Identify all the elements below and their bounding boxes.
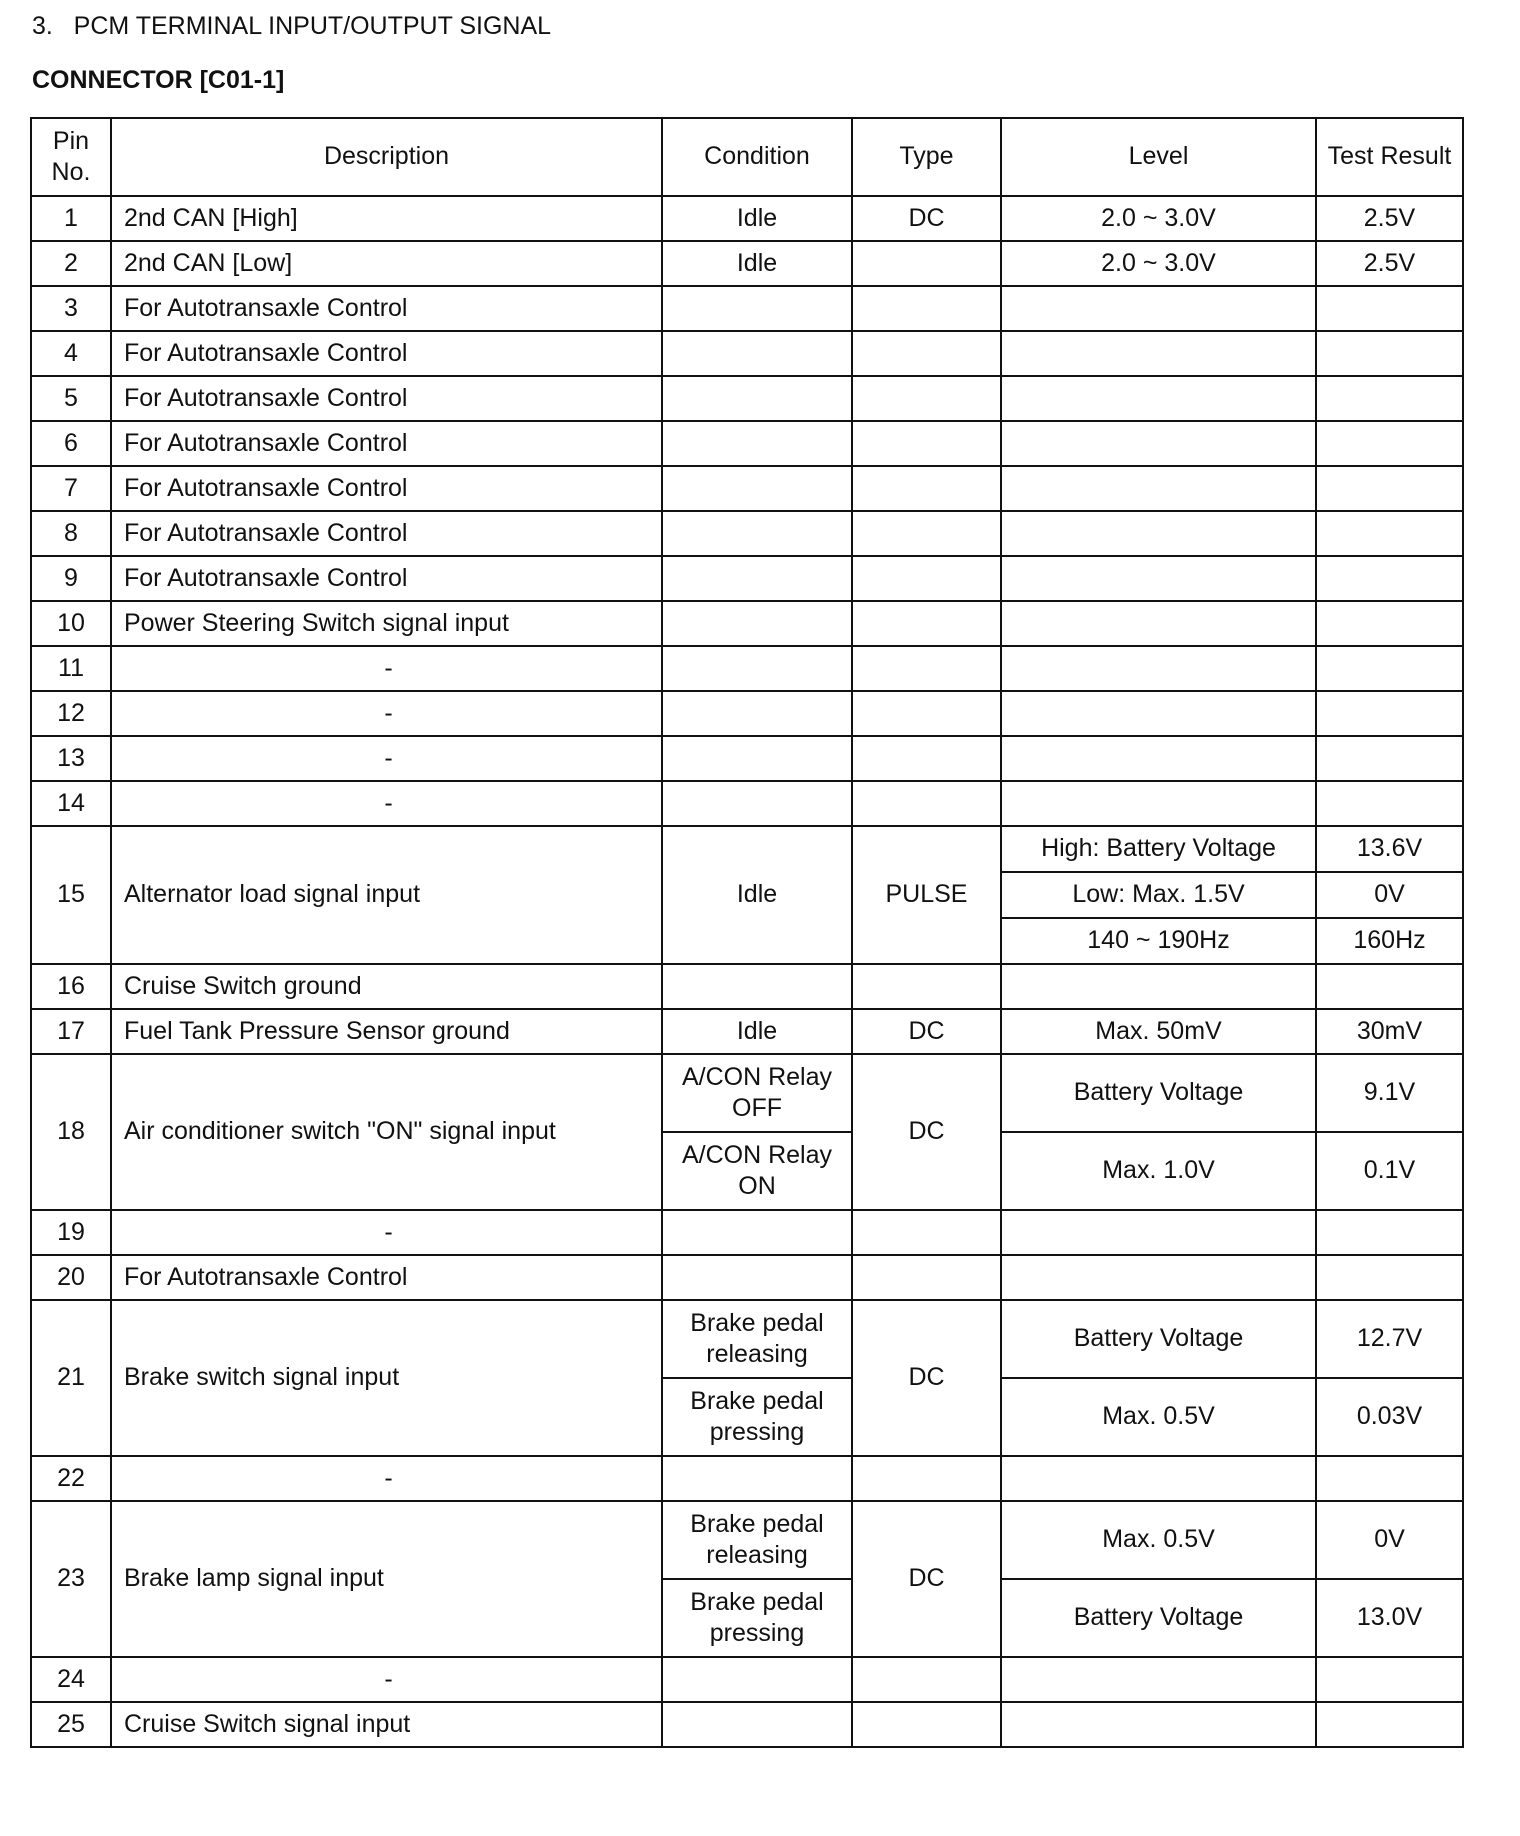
table-row xyxy=(31,421,1463,466)
pin-test-result xyxy=(1316,601,1463,646)
pin-number: 23 xyxy=(31,1501,111,1657)
pin-test-result xyxy=(1316,646,1463,691)
pin-number: 7 xyxy=(31,466,111,511)
pin-condition xyxy=(662,331,852,376)
pin-condition xyxy=(662,1657,852,1702)
pin-number: 3 xyxy=(31,286,111,331)
pin-level: Battery Voltage xyxy=(1001,1579,1316,1657)
pin-level: Max. 1.0V xyxy=(1001,1132,1316,1210)
pin-condition xyxy=(662,1210,852,1255)
pin-condition: A/CON Relay ON xyxy=(662,1132,852,1210)
header-type: Type xyxy=(852,118,1001,196)
pin-description: Brake lamp signal input xyxy=(111,1501,662,1657)
pin-condition xyxy=(662,466,852,511)
pin-description: For Autotransaxle Control xyxy=(111,511,662,556)
pin-number: 17 xyxy=(31,1009,111,1054)
pin-level: Max. 0.5V xyxy=(1001,1378,1316,1456)
pin-condition xyxy=(662,556,852,601)
section-title: 3. PCM TERMINAL INPUT/OUTPUT SIGNAL xyxy=(32,12,552,40)
pin-level: Battery Voltage xyxy=(1001,1054,1316,1132)
pin-condition xyxy=(662,964,852,1009)
pin-test-result xyxy=(1316,1456,1463,1501)
pin-description: Cruise Switch signal input xyxy=(111,1702,662,1747)
pin-type: DC xyxy=(852,1300,1001,1456)
pin-level: 140 ~ 190Hz xyxy=(1001,918,1316,964)
table-row xyxy=(31,1255,1463,1300)
pin-level xyxy=(1001,1456,1316,1501)
pin-description: Power Steering Switch signal input xyxy=(111,601,662,646)
pin-number: 19 xyxy=(31,1210,111,1255)
table-row xyxy=(31,241,1463,286)
pin-description: Air conditioner switch "ON" signal input xyxy=(111,1054,662,1210)
pin-condition xyxy=(662,286,852,331)
pin-level xyxy=(1001,964,1316,1009)
header-level: Level xyxy=(1001,118,1316,196)
pin-description: For Autotransaxle Control xyxy=(111,466,662,511)
pin-test-result xyxy=(1316,466,1463,511)
pin-description: 2nd CAN [Low] xyxy=(111,241,662,286)
pin-level xyxy=(1001,781,1316,826)
pin-type xyxy=(852,421,1001,466)
pin-level xyxy=(1001,421,1316,466)
pin-test-result: 0.1V xyxy=(1316,1132,1463,1210)
pin-description: - xyxy=(111,781,662,826)
pin-level xyxy=(1001,331,1316,376)
pin-level xyxy=(1001,646,1316,691)
pin-condition xyxy=(662,736,852,781)
pin-description: For Autotransaxle Control xyxy=(111,556,662,601)
pin-number: 5 xyxy=(31,376,111,421)
pin-type xyxy=(852,601,1001,646)
table-row xyxy=(31,646,1463,691)
header-pin: Pin No. xyxy=(31,118,111,196)
pin-condition xyxy=(662,421,852,466)
pin-number: 10 xyxy=(31,601,111,646)
pin-type xyxy=(852,556,1001,601)
pin-type xyxy=(852,466,1001,511)
pin-description: - xyxy=(111,1456,662,1501)
pin-test-result: 12.7V xyxy=(1316,1300,1463,1378)
pin-test-result: 9.1V xyxy=(1316,1054,1463,1132)
table-row xyxy=(31,511,1463,556)
pin-test-result xyxy=(1316,736,1463,781)
table-row xyxy=(31,1054,1463,1132)
pin-number: 13 xyxy=(31,736,111,781)
pin-test-result: 30mV xyxy=(1316,1009,1463,1054)
pin-level xyxy=(1001,601,1316,646)
pin-level: High: Battery Voltage xyxy=(1001,826,1316,872)
pin-number: 2 xyxy=(31,241,111,286)
pin-type xyxy=(852,964,1001,1009)
pin-type xyxy=(852,1456,1001,1501)
pin-condition xyxy=(662,646,852,691)
pin-condition: Idle xyxy=(662,241,852,286)
pin-condition xyxy=(662,601,852,646)
pin-description: For Autotransaxle Control xyxy=(111,421,662,466)
pin-number: 20 xyxy=(31,1255,111,1300)
pin-number: 8 xyxy=(31,511,111,556)
pin-test-result xyxy=(1316,1702,1463,1747)
pin-level xyxy=(1001,1255,1316,1300)
pin-level: Max. 0.5V xyxy=(1001,1501,1316,1579)
pin-level xyxy=(1001,511,1316,556)
pin-number: 14 xyxy=(31,781,111,826)
pin-type xyxy=(852,781,1001,826)
pin-test-result xyxy=(1316,1657,1463,1702)
pin-test-result xyxy=(1316,376,1463,421)
pin-type xyxy=(852,1657,1001,1702)
table-row xyxy=(31,196,1463,241)
pin-description: - xyxy=(111,1657,662,1702)
pin-level: 2.0 ~ 3.0V xyxy=(1001,241,1316,286)
pin-number: 4 xyxy=(31,331,111,376)
table-row xyxy=(31,376,1463,421)
table-row xyxy=(31,691,1463,736)
pin-type xyxy=(852,511,1001,556)
pin-description: For Autotransaxle Control xyxy=(111,1255,662,1300)
pin-test-result xyxy=(1316,691,1463,736)
pin-level: Battery Voltage xyxy=(1001,1300,1316,1378)
pin-condition: Idle xyxy=(662,1009,852,1054)
pin-condition xyxy=(662,511,852,556)
pin-condition xyxy=(662,1255,852,1300)
pin-condition: Idle xyxy=(662,196,852,241)
table-row xyxy=(31,736,1463,781)
pin-description: - xyxy=(111,1210,662,1255)
pin-test-result: 0.03V xyxy=(1316,1378,1463,1456)
pin-test-result xyxy=(1316,331,1463,376)
table-row xyxy=(31,1009,1463,1054)
connector-label: CONNECTOR [C01-1] xyxy=(32,66,285,94)
pin-type xyxy=(852,1702,1001,1747)
pin-description: Alternator load signal input xyxy=(111,826,662,964)
table-row xyxy=(31,556,1463,601)
pin-type: PULSE xyxy=(852,826,1001,964)
table-header-row xyxy=(31,118,1463,196)
pin-number: 22 xyxy=(31,1456,111,1501)
pin-condition xyxy=(662,1456,852,1501)
pin-description: For Autotransaxle Control xyxy=(111,376,662,421)
pin-test-result xyxy=(1316,1210,1463,1255)
table-row xyxy=(31,466,1463,511)
pin-condition: Brake pedal releasing xyxy=(662,1501,852,1579)
header-condition: Condition xyxy=(662,118,852,196)
pin-level xyxy=(1001,376,1316,421)
table-row xyxy=(31,1702,1463,1747)
pin-condition: Idle xyxy=(662,826,852,964)
pin-type xyxy=(852,331,1001,376)
pin-test-result xyxy=(1316,286,1463,331)
table-row xyxy=(31,781,1463,826)
table-row xyxy=(31,1210,1463,1255)
pin-type xyxy=(852,736,1001,781)
pin-test-result: 13.0V xyxy=(1316,1579,1463,1657)
pin-description: - xyxy=(111,646,662,691)
pin-level xyxy=(1001,556,1316,601)
pin-type: DC xyxy=(852,1054,1001,1210)
pin-condition: Brake pedal pressing xyxy=(662,1378,852,1456)
pcm-signal-table xyxy=(30,117,1464,1748)
pin-type: DC xyxy=(852,1009,1001,1054)
table-row xyxy=(31,1456,1463,1501)
pin-test-result xyxy=(1316,511,1463,556)
pin-condition: Brake pedal releasing xyxy=(662,1300,852,1378)
pin-type xyxy=(852,646,1001,691)
pin-test-result xyxy=(1316,781,1463,826)
pin-condition xyxy=(662,781,852,826)
pin-type: DC xyxy=(852,196,1001,241)
pin-description: - xyxy=(111,736,662,781)
pin-test-result: 13.6V xyxy=(1316,826,1463,872)
pin-test-result: 160Hz xyxy=(1316,918,1463,964)
pin-description: 2nd CAN [High] xyxy=(111,196,662,241)
table-row xyxy=(31,1657,1463,1702)
pin-description: - xyxy=(111,691,662,736)
pin-level: Low: Max. 1.5V xyxy=(1001,872,1316,918)
pin-test-result xyxy=(1316,421,1463,466)
table-row xyxy=(31,286,1463,331)
pin-number: 1 xyxy=(31,196,111,241)
pin-type: DC xyxy=(852,1501,1001,1657)
pin-condition: Brake pedal pressing xyxy=(662,1579,852,1657)
pin-condition xyxy=(662,691,852,736)
pin-level: Max. 50mV xyxy=(1001,1009,1316,1054)
pin-level xyxy=(1001,466,1316,511)
pin-type xyxy=(852,1255,1001,1300)
pin-number: 12 xyxy=(31,691,111,736)
pin-number: 11 xyxy=(31,646,111,691)
pin-number: 18 xyxy=(31,1054,111,1210)
header-description: Description xyxy=(111,118,662,196)
pin-level xyxy=(1001,691,1316,736)
table-row xyxy=(31,1300,1463,1378)
header-test-result: Test Result xyxy=(1316,118,1463,196)
pin-level xyxy=(1001,286,1316,331)
pin-number: 25 xyxy=(31,1702,111,1747)
pin-condition: A/CON Relay OFF xyxy=(662,1054,852,1132)
pin-level xyxy=(1001,1657,1316,1702)
table-row xyxy=(31,601,1463,646)
pin-description: Brake switch signal input xyxy=(111,1300,662,1456)
table-row xyxy=(31,331,1463,376)
pin-test-result xyxy=(1316,1255,1463,1300)
pin-condition xyxy=(662,376,852,421)
pin-test-result: 0V xyxy=(1316,1501,1463,1579)
pin-number: 24 xyxy=(31,1657,111,1702)
pin-number: 6 xyxy=(31,421,111,466)
pin-test-result: 2.5V xyxy=(1316,196,1463,241)
pin-test-result xyxy=(1316,964,1463,1009)
pin-test-result: 0V xyxy=(1316,872,1463,918)
pin-type xyxy=(852,376,1001,421)
pin-level xyxy=(1001,1702,1316,1747)
pin-test-result xyxy=(1316,556,1463,601)
table-row xyxy=(31,1501,1463,1579)
pin-type xyxy=(852,1210,1001,1255)
pin-number: 15 xyxy=(31,826,111,964)
pin-description: Cruise Switch ground xyxy=(111,964,662,1009)
pin-level xyxy=(1001,1210,1316,1255)
pin-description: For Autotransaxle Control xyxy=(111,331,662,376)
table-row xyxy=(31,964,1463,1009)
pin-type xyxy=(852,241,1001,286)
pin-condition xyxy=(662,1702,852,1747)
pin-number: 16 xyxy=(31,964,111,1009)
pin-number: 21 xyxy=(31,1300,111,1456)
pin-level xyxy=(1001,736,1316,781)
pin-number: 9 xyxy=(31,556,111,601)
pin-description: Fuel Tank Pressure Sensor ground xyxy=(111,1009,662,1054)
pin-type xyxy=(852,286,1001,331)
pin-test-result: 2.5V xyxy=(1316,241,1463,286)
pin-description: For Autotransaxle Control xyxy=(111,286,662,331)
table-row xyxy=(31,826,1463,872)
pin-type xyxy=(852,691,1001,736)
pin-level: 2.0 ~ 3.0V xyxy=(1001,196,1316,241)
